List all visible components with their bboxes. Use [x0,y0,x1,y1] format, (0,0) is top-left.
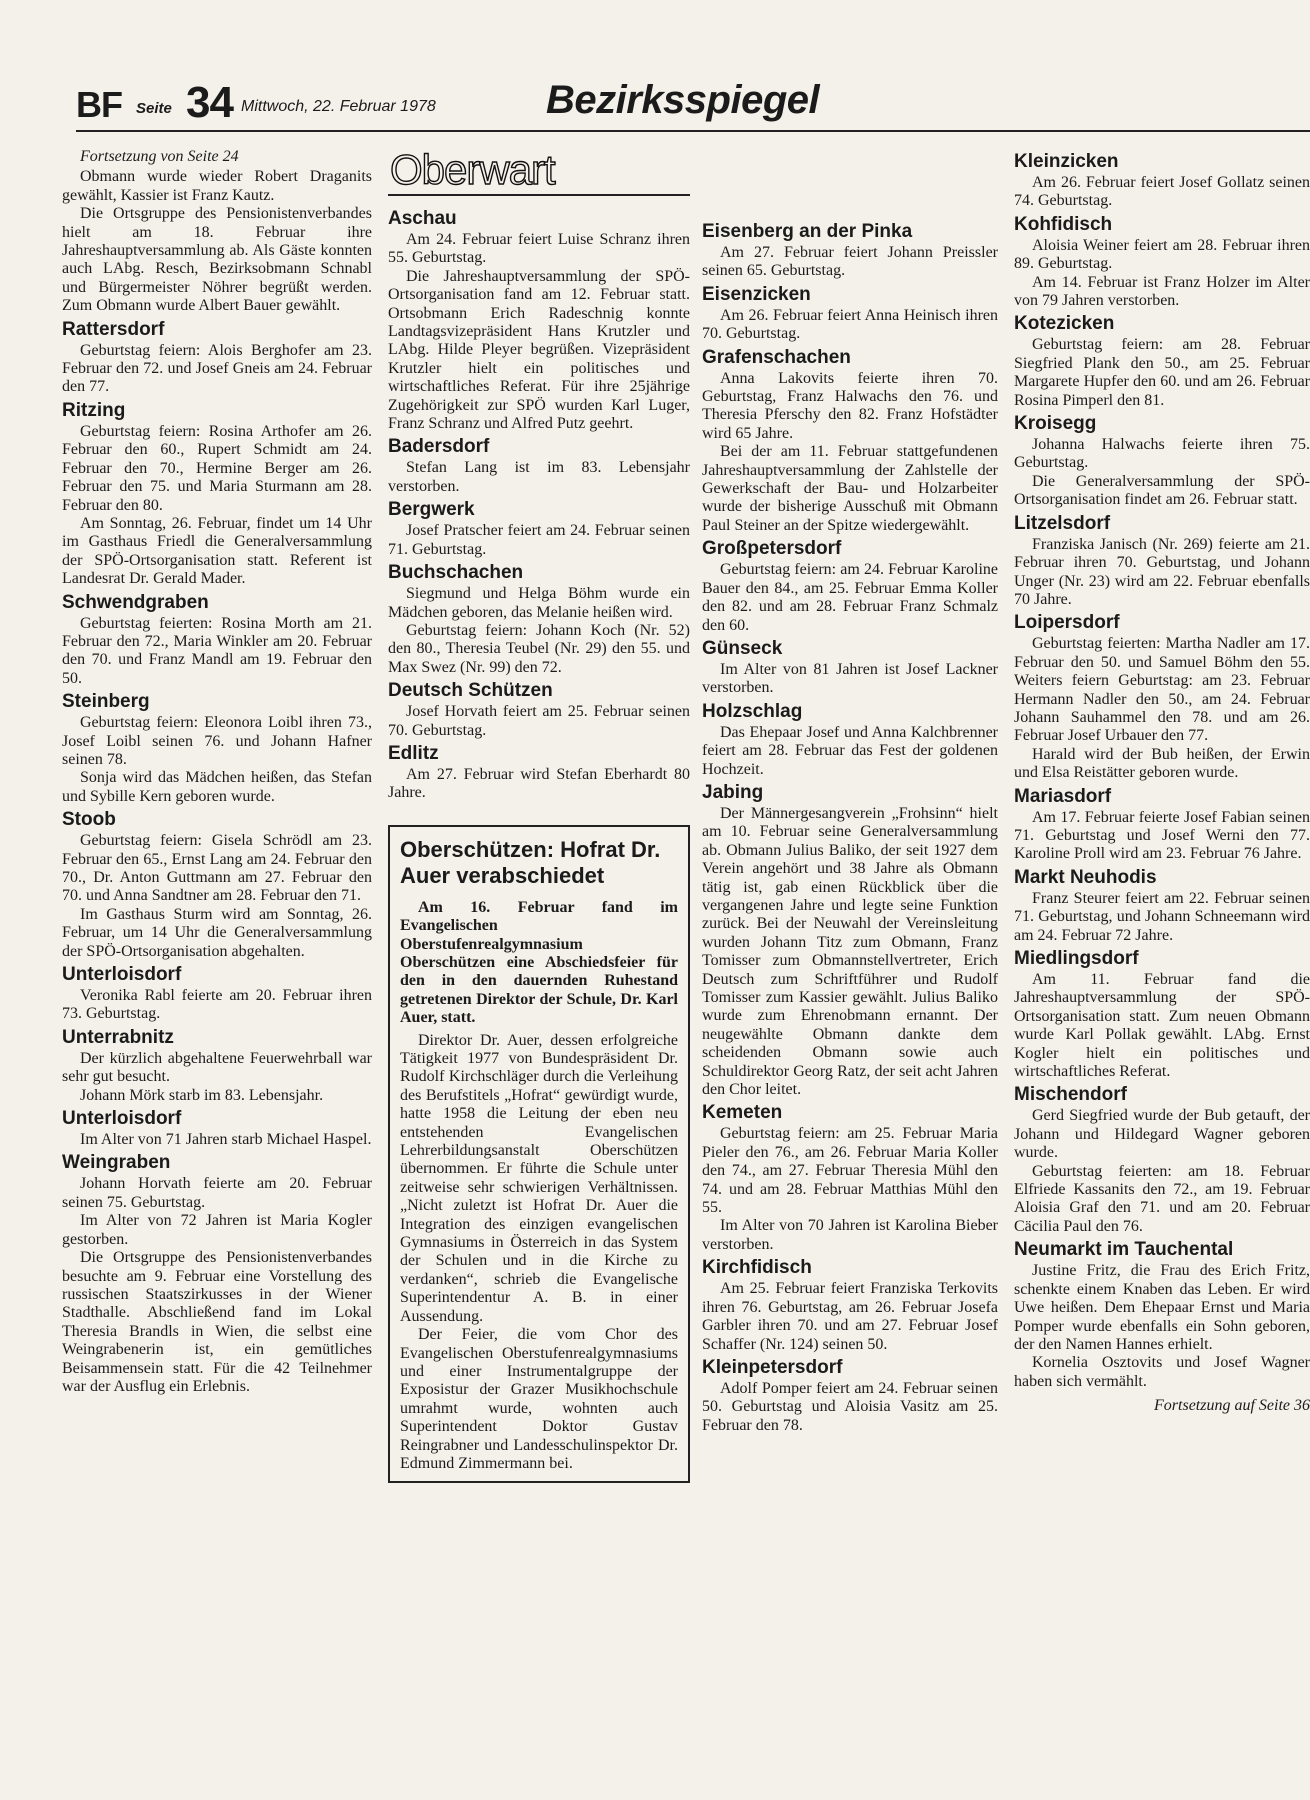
article-text: Geburtstag feiern: Alois Berghofer am 23. Februar den 72. und Josef Gneis am 24. Februar den 77. [62,341,372,396]
town-heading: Unterloisdorf [62,964,182,986]
article-text: Am 27. Februar feiert Johann Preissler seinen 65. Geburtstag. [702,244,998,280]
town-heading: Großpetersdorf [702,538,842,560]
town-heading: Unterrabnitz [62,1026,174,1048]
town-heading: Kleinpetersdorf [702,1356,843,1378]
town-heading: Ritzing [62,399,126,421]
town-heading: Bergwerk [388,499,475,521]
page-label: Seite [136,100,172,117]
article-text: Geburtstag feiern: am 25. Februar Maria Pieler den 76., am 26. Februar Maria Koller den 74., am 27. Februar Theresia Mühl den 74. und am 28. Februar Matthias Mühl den 55. [702,1125,998,1217]
article-text: Der kürzlich abgehaltene Feuerwehrball war sehr gut besucht. [62,1049,372,1086]
article-text: Veronika Rabl feierte am 20. Februar ihren 73. Geburtstag. [62,987,372,1023]
town-heading: Kemeten [702,1102,783,1124]
town-heading: Loipersdorf [1014,612,1120,634]
town-heading: Mischendorf [1014,1084,1127,1106]
article-text: Die Jahreshauptversammlung der SPÖ-Ortsorganisation fand am 12. Februar statt. Ortsobmann Erich Radeschnig konnte Landtagsvizepräsident Hans Krutzler und LAbg. Hilde Pleyer begrüßen. Vizepräsident Krutzler hielt ein politisches und wirtschaftliches Referat. Für ihre 25jährige Zugehörigkeit zur SPÖ wurden Karl Luger, Franz Schranz und Alfred Putz geehrt. [388,267,690,433]
article-text: Im Alter von 81 Jahren ist Josef Lackner verstorben. [702,660,998,697]
article-text: Bei der am 11. Februar stattgefundenen Jahreshauptversammlung der Zahlstelle der Gewerkschaft der Bau- und Holzarbeiter wurde der bisherige Ausschuß mit Obmann Paul Steiner an der Spitze wiedergewählt. [702,443,998,534]
town-heading: Kleinzicken [1014,151,1119,172]
article-text: Die Generalversammlung der SPÖ-Ortsorganisation findet am 26. Februar statt. [1014,472,1310,509]
article-text: Am 26. Februar feiert Josef Gollatz seinen 74. Geburtstag. [1014,174,1310,210]
article-text: Geburtstag feierten: am 18. Februar Elfriede Kassanits den 72., am 19. Februar Aloisia Graf den 71. und am 20. Februar Cäcilia Paul den 76. [1014,1162,1310,1235]
town-heading: Steinberg [62,691,150,713]
article-text: Am 27. Februar wird Stefan Eberhardt 80 Jahre. [388,765,690,802]
article-text: Justine Fritz, die Frau des Erich Fritz, schenkte einem Knaben das Leben. Er wird Uwe heißen. Dem Ehepaar Ernst und Maria Pomper wurde ebenfalls ein Sohn geboren, der den Namen Hannes erhielt. [1014,1262,1310,1353]
article-text: Am 14. Februar ist Franz Holzer im Alter von 79 Jahren verstorben. [1014,273,1310,310]
town-heading: Mariasdorf [1014,785,1112,807]
town-heading: Kroisegg [1014,413,1097,435]
town-heading: Litzelsdorf [1014,512,1111,534]
town-heading: Markt Neuhodis [1014,866,1157,888]
town-heading: Miedlingsdorf [1014,948,1139,969]
article-text: Sonja wird das Mädchen heißen, das Stefan und Sybille Kern geboren wurde. [62,769,372,805]
article-text: Am 24. Februar feiert Luise Schranz ihren 55. Geburtstag. [388,231,690,267]
article-text: Geburtstag feiern: Rosina Arthofer am 26. Februar den 60., Rupert Schmidt am 24. Februar den 70., Hermine Berger am 26. Februar den 75. und Maria Sturmann am 28. Februar den 80. [62,422,372,514]
page-number: 34 [186,78,233,127]
article-text: Die Ortsgruppe des Pensionistenverbandes besuchte am 9. Februar eine Vorstellung des russischen Staatszirkusses in der Wiener Stadthalle. Abschließend fand im Lokal Theresia Brandls in Wien, die selbst eine Weingrabenerin ist, ein gemütliches Beisammensein statt. Für die 42 Teilnehmer war der Ausflug ein Erlebnis. [62,1249,372,1395]
town-heading: Kotezicken [1014,313,1115,335]
article-text: Geburtstag feiern: am 28. Februar Siegfried Plank den 50., am 25. Februar Margarete Hupfer den 60. und am 26. Februar Rosina Pimperl den 81. [1014,336,1310,409]
article-text: Die Ortsgruppe des Pensionistenverbandes hielt am 18. Februar ihre Jahreshauptversammlung ab. Als Gäste konnten auch LAbg. Resch, Bezirksobmann Schnabl und Bürgermeister Nöhrer begrüßt werden. Zum Obmann wurde Albert Bauer gewählt. [62,205,372,315]
article-text: Im Gasthaus Sturm wird am Sonntag, 26. Februar, um 14 Uhr die Generalversammlung der SPÖ-Ortsorganisation abgehalten. [62,905,372,960]
article-text: Aloisia Weiner feiert am 28. Februar ihren 89. Geburtstag. [1014,236,1310,273]
town-heading: Holzschlag [702,700,803,722]
article-text: Siegmund und Helga Böhm wurde ein Mädchen geboren, das Melanie heißen wird. [388,585,690,621]
article-text: Im Alter von 70 Jahren ist Karolina Bieber verstorben. [702,1217,998,1253]
town-heading: Kohfidisch [1014,213,1113,235]
issue-date: Mittwoch, 22. Februar 1978 [241,98,436,115]
article-text: Im Alter von 72 Jahren ist Maria Kogler gestorben. [62,1212,372,1248]
article-text: Geburtstag feiern: Johann Koch (Nr. 52) den 80., Theresia Teubel (Nr. 29) den 55. und Max Swez (Nr. 99) den 72. [388,621,690,676]
article-text: Obmann wurde wieder Robert Draganits gewählt, Kassier ist Franz Kautz. [62,168,372,204]
town-heading: Schwendgraben [62,591,209,613]
town-heading: Unterloisdorf [62,1108,182,1130]
article-text: Der Männergesangverein „Frohsinn“ hielt am 10. Februar seine Generalversammlung ab. Obmann Julius Baliko, der seit 1927 dem Verein angehört und 38 Jahre als Obmann tätig ist, gab einen Rückblick über die vergangenen Jahre und legte seine Funktion zurück. Bei der Neuwahl der Vereinsleitung wurden Johann Titz zum Obmann, Franz Tomisser zum Obmannstellvertreter, Erich Deutsch zum Schriftführer und Rudolf Tomisser zum Kassier gewählt. Julius Baliko wurde zum Ehrenobmann ernannt. Der neugewählte Obmann dankte dem scheidenden Obmann sowie auch Schuldirektor Georg Ratz, der seit acht Jahren den Chor leitet. [702,804,998,1099]
article-text: Anna Lakovits feierte ihren 70. Geburtstag, Franz Halwachs den 76. und Theresia Pferschy den 82. Franz Hofstädter wird 65 Jahre. [702,369,998,442]
article-text: Johann Mörk starb im 83. Lebensjahr. [80,1086,324,1104]
header-rule [76,130,1310,132]
town-heading: Buchschachen [388,562,524,584]
town-heading: Günseck [702,637,783,659]
brand-logo: BF [76,84,122,125]
article-text: Harald wird der Bub heißen, der Erwin und Elsa Reistätter geboren wurde. [1014,745,1310,782]
page-header [76,78,1310,128]
column-2 [388,148,690,1483]
continued-from: Fortsetzung von Seite 24 [80,148,239,165]
article-text: Franziska Janisch (Nr. 269) feierte am 21. Februar ihren 70. Geburtstag, und Johann Unger (Nr. 23) wird am 22. Februar ebenfalls 70 Jahre. [1014,535,1310,608]
article-text: Geburtstag feierten: Rosina Morth am 21. Februar den 72., Maria Winkler am 20. Februar den 70. und Franz Mandl am 19. Februar den 50. [62,614,372,687]
column-spacer [702,148,998,218]
section-title: Bezirksspiegel [546,78,820,122]
column-1 [62,148,372,1396]
article-text: Der Feier, die vom Chor des Evangelischen Oberstufenrealgymnasiums und einer Instrumentalgruppe der Exposistur der Grazer Musikhochschule umrahmt wurde, wohnten auch Superintendent Doktor Gustav Reingrabner und Landesschulinspektor Dr. Edmund Zimmermann bei. [400,1326,678,1472]
article-text: Am 11. Februar fand die Jahreshauptversammlung der SPÖ-Ortsorganisation statt. Zum neuen Obmann wurde Karl Pollak gewählt. LAbg. Ernst Kogler hielt ein politisches und wirtschaftliches Referat. [1014,971,1310,1081]
boxed-article [388,825,690,1484]
column-3 [702,148,998,1435]
town-heading: Eisenberg an der Pinka [702,221,913,242]
article-text: Geburtstag feiern: am 24. Februar Karoline Bauer den 84., am 25. Februar Emma Koller den 82. und am 28. Februar Franz Schmalz den 60. [702,561,998,634]
district-title: Oberwart [390,146,555,193]
article-text: Josef Pratscher feiert am 24. Februar seinen 71. Geburtstag. [388,522,690,558]
article-text: Am 25. Februar feiert Franziska Terkovits ihren 76. Geburtstag, am 26. Februar Josefa Garbler ihren 70. und am 27. Februar Josef Schaffer (Nr. 124) seinen 50. [702,1280,998,1353]
town-heading: Rattersdorf [62,318,165,340]
town-heading: Jabing [702,781,764,803]
town-heading: Neumarkt im Tauchental [1014,1239,1234,1261]
article-text: Das Ehepaar Josef und Anna Kalchbrenner feiert am 28. Februar das Fest der goldenen Hochzeit. [702,723,998,778]
article-text: Adolf Pomper feiert am 24. Februar seinen 50. Geburtstag und Aloisia Vasitz am 25. Februar den 78. [702,1379,998,1434]
article-text: Kornelia Osztovits und Josef Wagner haben sich vermählt. [1014,1354,1310,1390]
continued-on: Fortsetzung auf Seite 36 [1154,1397,1310,1415]
article-text: Am Sonntag, 26. Februar, findet um 14 Uhr im Gasthaus Friedl die Generalversammlung der SPÖ-Ortsorganisation statt. Referent ist Landesrat Dr. Gerald Mader. [62,514,372,588]
article-text: Josef Horvath feiert am 25. Februar seinen 70. Geburtstag. [388,703,690,739]
article-text: Geburtstag feiern: Eleonora Loibl ihren 73., Josef Loibl seinen 76. und Johann Hafner seinen 78. [62,714,372,768]
article-text: Stefan Lang ist im 83. Lebensjahr verstorben. [388,459,690,495]
article-text: Am 17. Februar feierte Josef Fabian seinen 71. Geburtstag und Josef Werni den 77. Karoline Proll wird am 23. Februar 76 Jahre. [1014,808,1310,863]
town-heading: Edlitz [388,742,439,764]
article-text: Gerd Siegfried wurde der Bub getauft, der Johann und Hildegard Wagner geboren wurde. [1014,1107,1310,1162]
town-heading: Kirchfidisch [702,1257,812,1279]
article-text: Im Alter von 71 Jahren starb Michael Haspel. [80,1131,372,1149]
article-text: Johanna Halwachs feierte ihren 75. Geburtstag. [1014,436,1310,472]
boxed-article-title: Oberschützen: Hofrat Dr. Auer verabschiedet [400,836,661,888]
town-heading: Weingraben [62,1152,171,1174]
article-text: Direktor Dr. Auer, dessen erfolgreiche Tätigkeit 1977 von Bundespräsident Dr. Rudolf Kirchschläger durch die Verleihung des Berufstitels „Hofrat“ gewürdigt wurde, hatte 1958 die Leitung der eben neu entstehenden Evangelischen Lehrerbildungsanstalt Oberschützen übernommen. Er führte die Schule unter zeitweise sehr schwierigen Verhältnissen. „Nicht zuletzt ist Hofrat Dr. Auer die Integration des einzigen evangelischen Gymnasiums in Österreich in das System der Schulen und in die Kirche zu verdanken“, schrieb die Evangelische Superintendentur A. B. in einer Aussendung. [400,1031,678,1325]
town-heading: Grafenschachen [702,346,851,368]
boxed-article-lead: Am 16. Februar fand im Evangelischen Oberstufenrealgymnasium Oberschützen eine Abschiedsfeier für den in den dauernden Ruhestand getretenen Direktor der Schule, Dr. Karl Auer, statt. [400,898,678,1027]
town-heading: Deutsch Schützen [388,680,553,702]
article-text: Am 26. Februar feiert Anna Heinisch ihren 70. Geburtstag. [702,306,998,343]
district-masthead [388,148,690,196]
article-text: Johann Horvath feierte am 20. Februar seinen 75. Geburtstag. [62,1175,372,1211]
article-text: Geburtstag feierten: Martha Nadler am 17. Februar den 50. und Samuel Böhm den 55. Weiters feiern Geburtstag: am 23. Februar Hermann Nadler den 50., am 24. Februar Johann Sauhammel den 78. und am 26. Februar Josef Urbauer den 77. [1014,635,1310,745]
column-4 [1014,148,1310,1728]
article-text: Geburtstag feiern: Gisela Schrödl am 23. Februar den 65., Ernst Lang am 24. Februar den 70., Dr. Anton Guttmann am 27. Februar den 70. und Anna Sandtner am 28. Februar den 71. [62,832,372,905]
town-heading: Stoob [62,809,116,831]
town-heading: Badersdorf [388,436,490,458]
town-heading: Aschau [388,208,457,229]
article-text: Franz Steurer feiert am 22. Februar seinen 71. Geburtstag, und Johann Schneemann wird am 24. Februar 72 Jahre. [1014,889,1310,944]
town-heading: Eisenzicken [702,283,811,305]
